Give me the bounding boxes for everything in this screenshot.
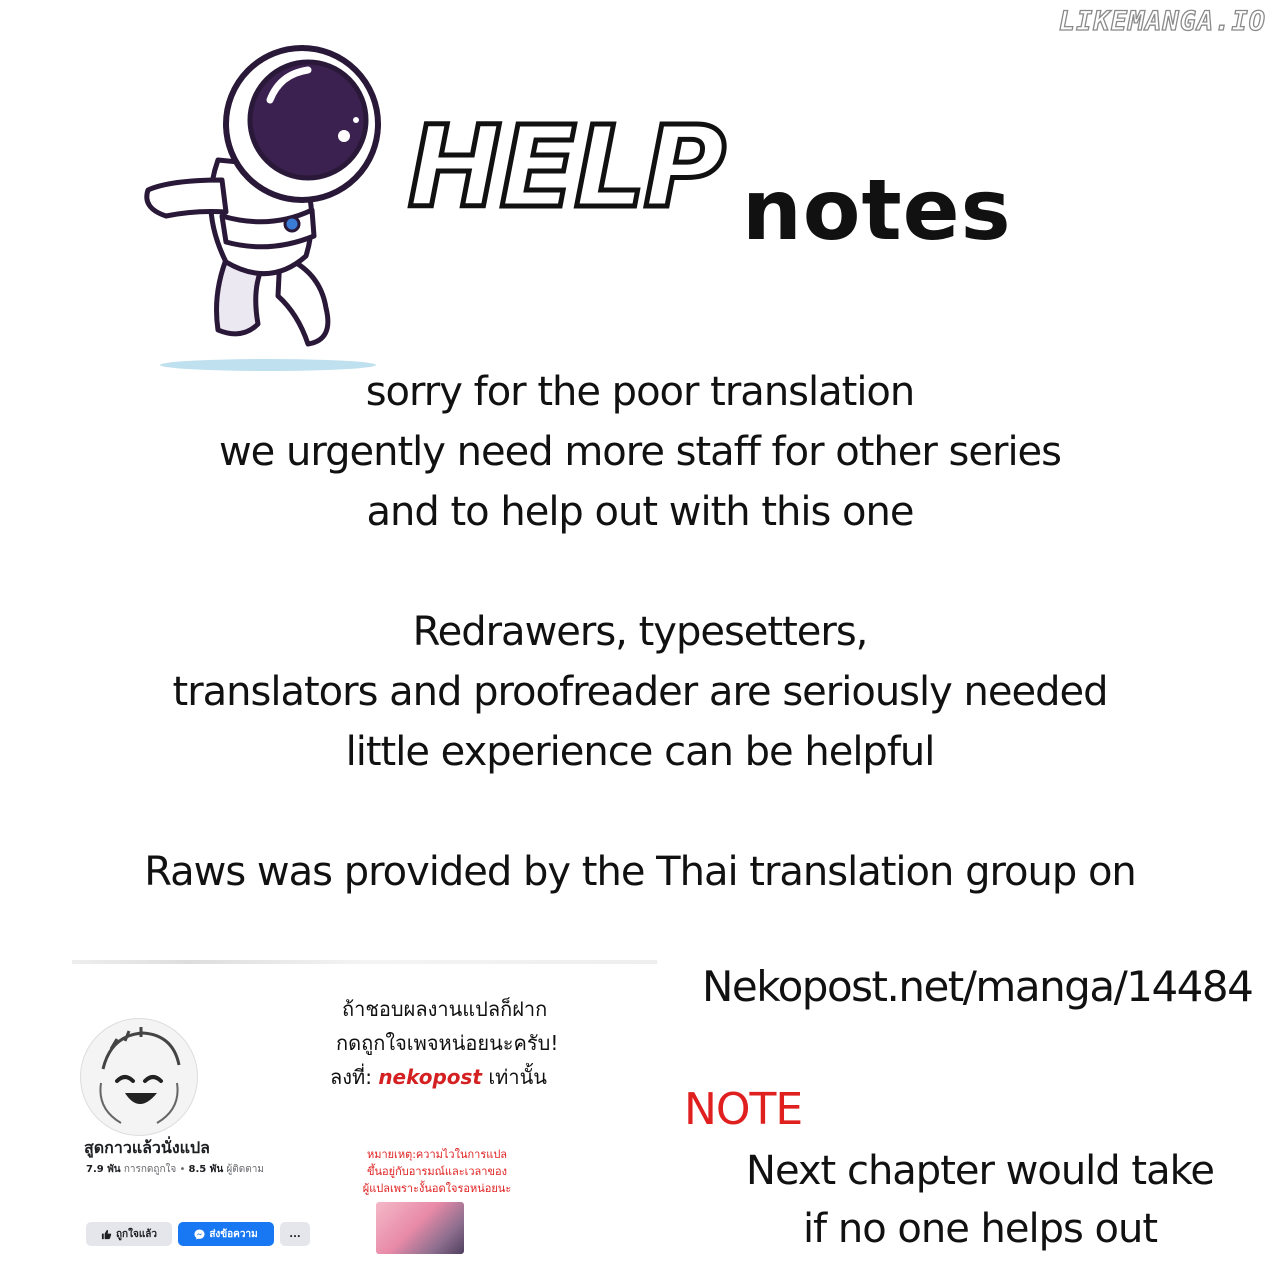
disclaimer-line: ขึ้นอยู่กับอารมณ์และเวลาของ	[367, 1165, 507, 1178]
more-options-icon: ...	[289, 1228, 301, 1240]
messenger-icon	[194, 1229, 205, 1240]
promo-suffix: เท่านั้น	[488, 1065, 547, 1089]
help-title: HELP	[408, 103, 724, 233]
nekopost-link[interactable]: Nekopost.net/manga/14484	[702, 962, 1253, 1011]
page-name[interactable]: สูดกาวแล้วนั่งแปล	[84, 1138, 210, 1157]
stats-separator: •	[179, 1164, 186, 1175]
note-text	[700, 1142, 1260, 1258]
promo-prefix: ลงที่:	[330, 1065, 372, 1089]
followers-label: ผู้ติดตาม	[226, 1164, 264, 1175]
recruit-line: Redrawers, typesetters,	[412, 609, 868, 655]
belt-button	[285, 217, 299, 231]
page-stats	[86, 1162, 264, 1177]
apology-line: sorry for the poor translation	[365, 369, 915, 415]
translation-disclaimer	[322, 1146, 552, 1197]
recruit-line: translators and proofreader are seriously needed	[172, 669, 1108, 715]
recruit-paragraph	[0, 602, 1280, 782]
facebook-page-card	[72, 960, 657, 1280]
promo-message	[330, 992, 630, 1094]
note-label: NOTE	[684, 1084, 803, 1135]
promo-line: ถ้าชอบผลงานแปลก็ฝาก	[342, 997, 548, 1021]
promo-line: กดถูกใจเพจหน่อยนะครับ!	[336, 1031, 559, 1055]
nekopost-brand: nekopost	[378, 1065, 482, 1089]
watermark: LIKEMANGA.IO	[1058, 6, 1266, 37]
liked-button-label: ถูกใจแล้ว	[115, 1228, 158, 1240]
likes-count: 7.9 พัน	[86, 1164, 121, 1175]
more-options-button[interactable]	[280, 1222, 310, 1246]
disclaimer-line: ผู้แปลเพราะงั้นอดใจรอหน่อยนะ	[362, 1182, 512, 1195]
apology-line: we urgently need more staff for other series	[218, 429, 1062, 475]
recruit-line: little experience can be helpful	[345, 729, 935, 775]
page-avatar	[80, 1018, 198, 1136]
raws-credit-text: Raws was provided by the Thai translation group on	[144, 849, 1136, 895]
followers-count: 8.5 พัน	[188, 1164, 224, 1175]
astronaut-illustration	[130, 40, 410, 380]
disclaimer-line: หมายเหตุ:ความไวในการแปล	[366, 1148, 508, 1161]
anime-thumbnail	[376, 1202, 464, 1254]
apology-line: and to help out with this one	[366, 489, 914, 535]
avatar-face-icon	[81, 1019, 197, 1135]
liked-button[interactable]	[86, 1222, 172, 1246]
apology-paragraph	[0, 362, 1280, 542]
promo-line	[330, 1060, 630, 1094]
note-line: if no one helps out	[802, 1206, 1158, 1252]
raws-credit	[0, 842, 1280, 902]
send-message-button[interactable]	[178, 1222, 274, 1246]
thumbs-up-icon	[101, 1229, 112, 1240]
send-message-label: ส่งข้อความ	[209, 1228, 258, 1240]
card-top-edge	[72, 960, 657, 964]
note-line: Next chapter would take	[746, 1148, 1214, 1194]
notes-title: notes	[742, 161, 1012, 259]
likes-label: การกดถูกใจ	[123, 1164, 177, 1175]
